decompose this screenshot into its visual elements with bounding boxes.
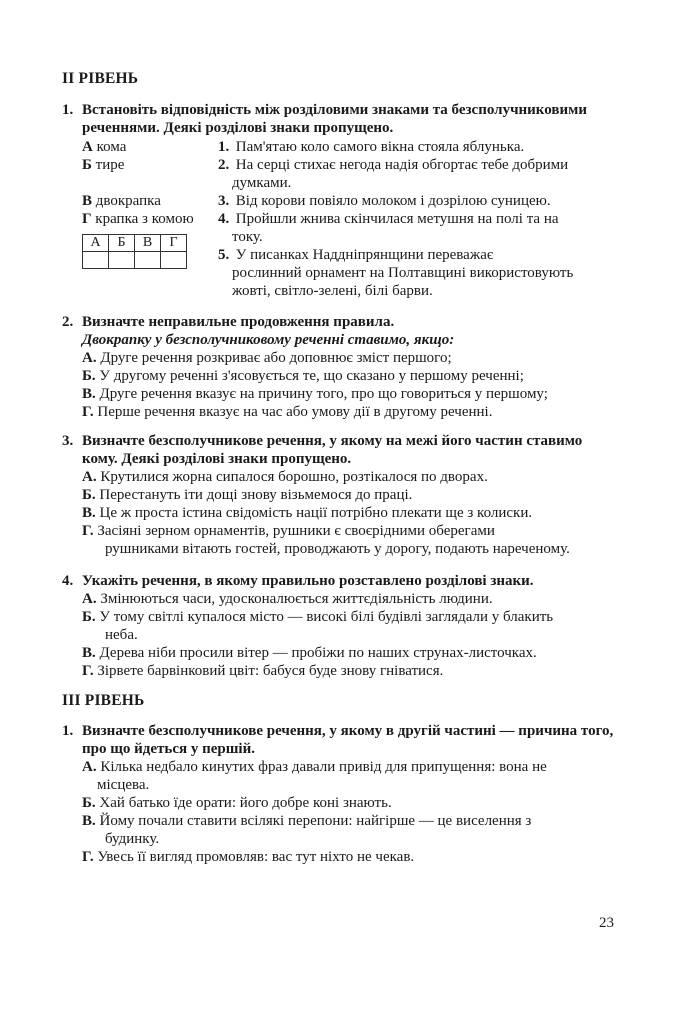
- option-b: Б. У тому світлі купалося місто — високі білі будівлі заглядали у блакить: [82, 609, 554, 625]
- question-title-cont: про що йдеться у першій.: [82, 741, 255, 757]
- answer-grid-header: В: [135, 235, 161, 252]
- option-a: А. Крутилися жорна сипалося борошно, розтікалося по дворах.: [82, 469, 488, 485]
- answer-cell[interactable]: [83, 252, 109, 269]
- question-title: Визначте неправильне продовження правила.: [82, 314, 395, 330]
- option-b: Б. Хай батько їде орати: його добре коні знають.: [82, 795, 392, 811]
- answer-grid: [82, 234, 187, 269]
- question-2: [62, 313, 622, 421]
- option-v: В. Дерева ніби просили вітер — пробіжи по наших струнах-листочках.: [82, 645, 537, 661]
- punct-option-g: Г крапка з комою: [82, 211, 194, 227]
- option-v: В. Йому почали ставити всілякі перепони: найгірше — це виселення з: [82, 813, 532, 829]
- question-title: Визначте безсполучникове речення, у якому в другій частині — причина того,: [82, 723, 614, 739]
- option-g: Г. Перше речення вказує на час або умову дії в другому реченні.: [82, 404, 493, 420]
- question-number: 4.: [62, 573, 74, 589]
- answer-grid-header: А: [83, 235, 109, 252]
- punct-option-a: А кома: [82, 139, 127, 155]
- question-4: [62, 572, 622, 680]
- question-title-cont: реченнями. Деякі розділові знаки пропущено.: [82, 120, 394, 136]
- option-g-cont: рушниками вітають гостей, проводжають у дорогу, подають нареченому.: [105, 541, 570, 557]
- punct-option-v: В двокрапка: [82, 193, 161, 209]
- page-number: 23: [599, 915, 614, 931]
- answer-cell[interactable]: [109, 252, 135, 269]
- question-l3-1: [62, 722, 622, 866]
- option-v-cont: будинку.: [105, 831, 160, 847]
- option-g: Г. Зірвете барвінковий цвіт: бабуся буде знову гніватися.: [82, 663, 444, 679]
- level-2-heading: ІІ РІВЕНЬ: [62, 70, 139, 87]
- option-v: В. Це ж проста істина свідомість нації потрібно плекати ще з колиски.: [82, 505, 533, 521]
- option-g: Г. Засіяні зерном орнаментів, рушники є своєрідними оберегами: [82, 523, 495, 539]
- answer-grid-header: Г: [161, 235, 187, 252]
- question-1-heading: [62, 101, 622, 137]
- level-3-heading: ІІІ РІВЕНЬ: [62, 692, 145, 709]
- option-v: В. Друге речення вказує на причину того, про що говориться у першому;: [82, 386, 548, 402]
- question-number: 1.: [62, 102, 74, 118]
- sentence-5: 5. У писанках Наддніпрянщини переважає рослинний орнамент на Полтавщині використовують жовті, світло-зелені, білі барви.: [218, 247, 574, 299]
- option-a: А. Змінюються часи, удосконалюється життєдіяльність людини.: [82, 591, 493, 607]
- answer-cell[interactable]: [135, 252, 161, 269]
- option-b-cont: неба.: [105, 627, 138, 643]
- question-title: Визначте безсполучникове речення, у якому на межі його частин ставимо: [82, 433, 583, 449]
- question-number: 2.: [62, 314, 74, 330]
- rule-text: Двокрапку у безсполучниковому реченні ставимо, якщо:: [82, 332, 455, 348]
- option-a: А. Друге речення розкриває або доповнює зміст першого;: [82, 350, 452, 366]
- option-a: А. Кілька недбало кинутих фраз давали привід для припущення: вона не: [82, 759, 547, 775]
- answer-cell[interactable]: [161, 252, 187, 269]
- matching-task: [82, 138, 622, 300]
- answer-grid-header: Б: [109, 235, 135, 252]
- question-number: 3.: [62, 433, 74, 449]
- sentence-1: 1. Пам'ятаю коло самого вікна стояла яблунька.: [218, 139, 525, 155]
- sentence-4: 4. Пройшли жнива скінчилася метушня на полі та на току.: [218, 211, 559, 245]
- question-title: Встановіть відповідність між розділовими знаками та безсполучниковими: [82, 102, 587, 118]
- question-number: 1.: [62, 723, 74, 739]
- question-title: Укажіть речення, в якому правильно розставлено розділові знаки.: [82, 573, 534, 589]
- option-b: Б. Перестануть іти дощі знову візьмемося до праці.: [82, 487, 413, 503]
- option-g: Г. Увесь її вигляд промовляв: вас тут ніхто не чекав.: [82, 849, 415, 865]
- punct-option-b: Б тире: [82, 157, 125, 173]
- sentence-2: 2. На серці стихає негода надія обгортає тебе добрими думками.: [218, 157, 569, 191]
- option-b: Б. У другому реченні з'ясовується те, що сказано у першому реченні;: [82, 368, 524, 384]
- question-3: [62, 432, 622, 558]
- option-a-cont: місцева.: [97, 777, 150, 793]
- sentence-3: 3. Від корови повіяло молоком і дозрілою суницею.: [218, 193, 551, 209]
- question-title-cont: кому. Деякі розділові знаки пропущено.: [82, 451, 352, 467]
